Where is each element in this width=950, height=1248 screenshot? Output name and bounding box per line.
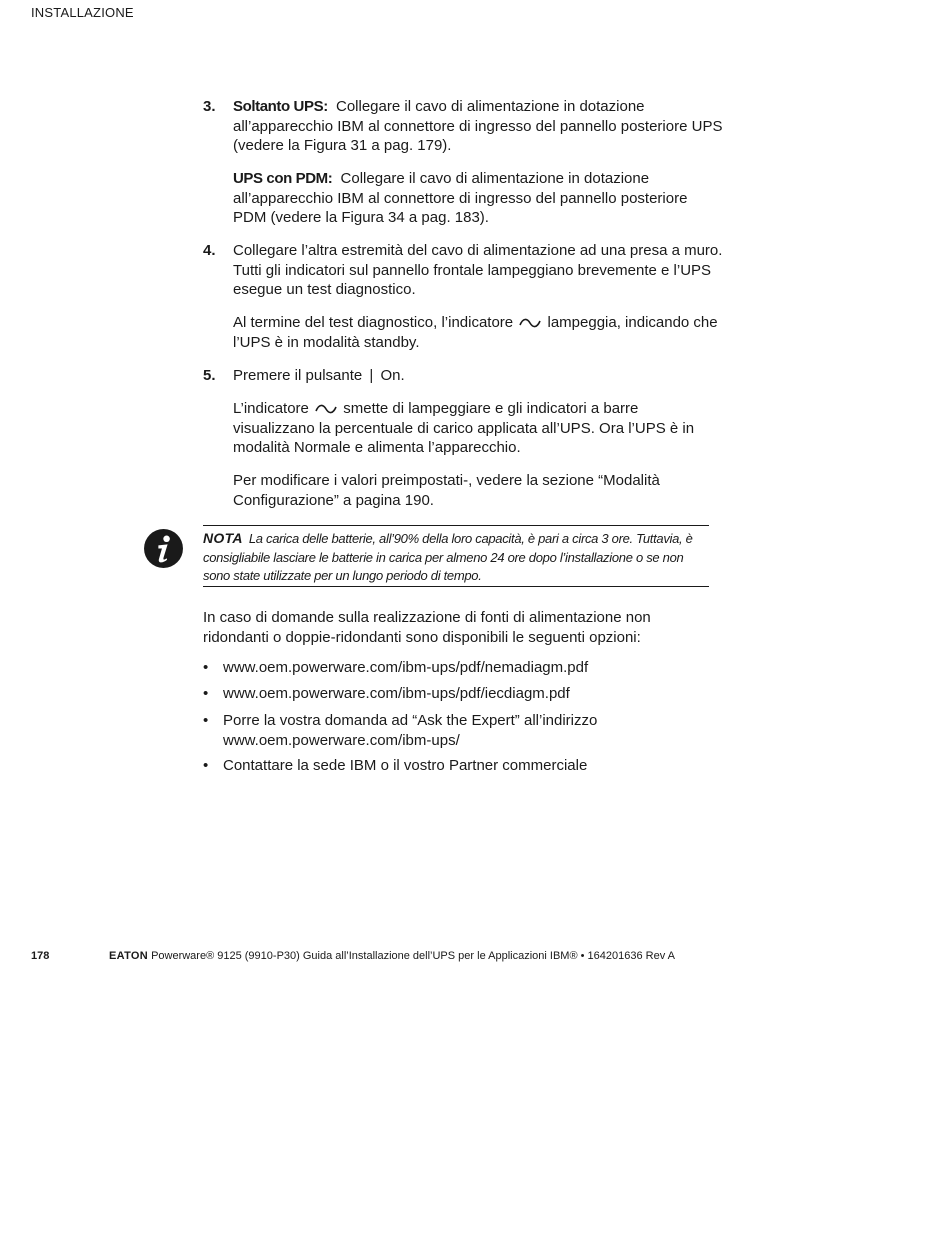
list-item-text: www.oem.powerware.com/ibm-ups/pdf/nemadiagm.pdf: [223, 659, 589, 676]
step-paragraph: [233, 313, 723, 352]
step-paragraph: [233, 399, 723, 458]
note-top-rule: [203, 525, 709, 526]
step-paragraph: [233, 97, 723, 156]
footer-doc-number: 164201636 Rev A: [587, 950, 676, 962]
step-text: smette di lampeggiare e gli indicatori a barre visualizzano la percentuale di carico applicata all’UPS. Ora l’UPS è in modalità Normale e alimenta l’apparecchio.: [233, 400, 695, 456]
intro-paragraph: In caso di domande sulla realizzazione di fonti di alimentazione non ridondanti o doppie-ridondanti sono disponibili le seguenti opzioni:: [203, 609, 651, 646]
footer-separator: •: [580, 950, 585, 962]
footer-brand: EATON: [109, 950, 148, 962]
step-3: [203, 97, 723, 237]
note-label: NOTA: [203, 530, 243, 546]
info-icon: [143, 528, 184, 569]
step-paragraph: [233, 366, 723, 386]
step-text: L’indicatore: [233, 400, 309, 417]
step-4: [203, 241, 723, 361]
step-paragraph: [233, 169, 723, 228]
note: [203, 529, 709, 586]
sine-wave-icon: [315, 403, 337, 415]
list-item-text: Porre la vostra domanda ad “Ask the Expert” all’indirizzo www.oem.powerware.com/ibm-ups/: [223, 712, 598, 749]
sine-wave-icon: [519, 317, 541, 329]
list-item-text: www.oem.powerware.com/ibm-ups/pdf/iecdiagm.pdf: [223, 685, 570, 702]
step-text: lampeggia, indicando che l’UPS è in modalità standby.: [233, 314, 718, 351]
step-text: On.: [380, 367, 405, 384]
step-label: UPS con PDM:: [233, 170, 333, 187]
bullet-icon: •: [203, 659, 209, 676]
step-text: Collegare il cavo di alimentazione in dotazione all’apparecchio IBM al connettore di ingresso del pannello posteriore UPS (vedere la Figura 31 a pag. 179).: [233, 98, 723, 154]
bullet-icon: •: [203, 712, 209, 729]
step-text: Al termine del test diagnostico, l’indicatore: [233, 314, 514, 331]
step-number: 4.: [203, 242, 216, 259]
bullet-icon: •: [203, 685, 209, 702]
step-5: [203, 366, 723, 516]
note-text: La carica delle batterie, all’90% della loro capacità, è pari a circa 3 ore. Tuttavia, è consigliabile lasciare le batterie in carica per almeno 24 ore dopo l’installazione o se non sono state utilizzate per un lungo periodo di tempo.: [203, 531, 693, 583]
step-text: Per modificare i valori preimpostati-, vedere la sezione “Modalità Configurazione” a pagina 190.: [233, 472, 660, 509]
step-text: Premere il pulsante: [233, 367, 363, 384]
step-paragraph: [233, 241, 723, 300]
section-header: INSTALLAZIONE: [31, 5, 134, 20]
footer-text: [109, 950, 675, 962]
step-number: 5.: [203, 367, 216, 384]
footer-title: Powerware® 9125 (9910-P30) Guida all’Installazione dell’UPS per le Applicazioni IBM®: [151, 950, 578, 962]
step-paragraph: [233, 471, 723, 510]
step-label: Soltanto UPS:: [233, 98, 328, 115]
step-number: 3.: [203, 98, 216, 115]
page-number: 178: [31, 950, 50, 962]
list-item-text: Contattare la sede IBM o il vostro Partner commerciale: [223, 757, 588, 774]
step-text: Collegare l’altra estremità del cavo di alimentazione ad una presa a muro. Tutti gli indicatori sul pannello frontale lampeggiano brevemente e l’UPS esegue un test diagnostico.: [233, 242, 723, 298]
vertical-bar-icon: |: [369, 367, 374, 384]
note-bottom-rule: [203, 586, 709, 587]
bullet-icon: •: [203, 757, 209, 774]
step-text: Collegare il cavo di alimentazione in dotazione all’apparecchio IBM al connettore di ingresso del pannello posteriore PDM (vedere la Figura 34 a pag. 183).: [233, 170, 688, 226]
